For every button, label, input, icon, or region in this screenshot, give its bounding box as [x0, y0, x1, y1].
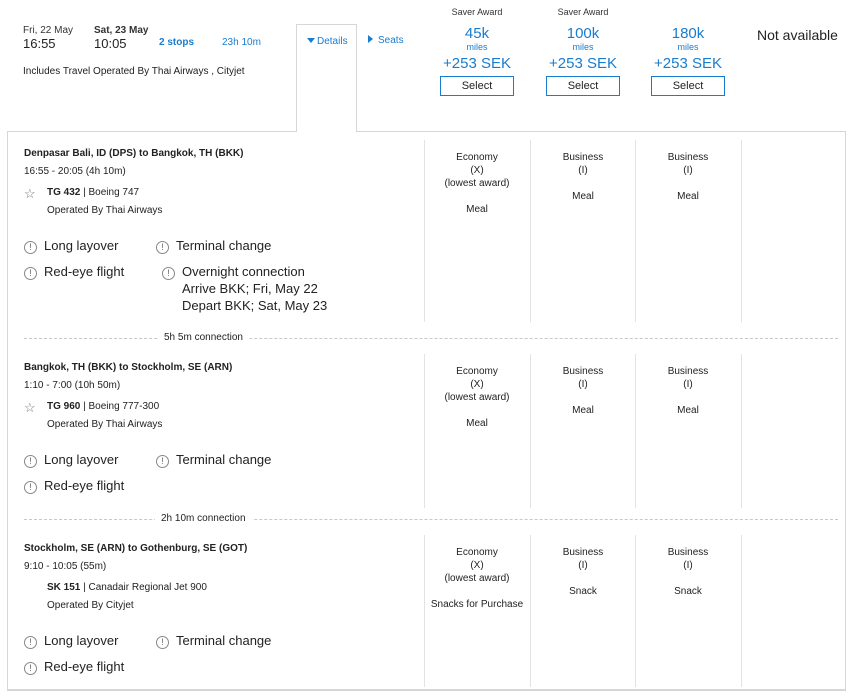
cabin-extra: (lowest award): [444, 178, 510, 189]
flight-details-panel: [7, 131, 846, 691]
cabin-meal: Meal: [572, 405, 594, 416]
depart-time: 16:55: [23, 36, 56, 51]
warning-circle-icon: !: [156, 241, 169, 254]
seats-label: Seats: [378, 35, 404, 46]
aircraft-type: | Boeing 747: [80, 187, 140, 198]
cabin-name: Business: [562, 152, 604, 163]
cabin-meal: Snack: [569, 586, 597, 597]
red-eye-warning: [24, 659, 124, 675]
fare-miles: 100k: [566, 25, 600, 42]
cabin-info: [533, 365, 633, 417]
cabin-info: [427, 151, 527, 216]
seats-link[interactable]: [368, 35, 404, 46]
warning-label: Red-eye flight: [44, 659, 125, 674]
column-divider: [741, 354, 742, 508]
cabin-code: (I): [578, 379, 588, 390]
cabin-meal: Meal: [466, 418, 488, 429]
overnight-arrive: Arrive BKK; Fri, May 22: [182, 281, 318, 296]
warning-label: Terminal change: [176, 633, 272, 648]
column-divider: [424, 535, 425, 687]
cabin-name: Economy: [456, 547, 498, 558]
warning-circle-icon: !: [24, 267, 37, 280]
cabin-code: (I): [578, 165, 588, 176]
dashed-line: [24, 519, 838, 520]
details-toggle[interactable]: [307, 36, 348, 47]
cabin-name: Economy: [456, 152, 498, 163]
cabin-info: [427, 365, 527, 430]
warning-circle-icon: !: [24, 481, 37, 494]
aircraft-type: | Canadair Regional Jet 900: [80, 582, 207, 593]
fare-miles: 180k: [671, 25, 705, 42]
cabin-info: [638, 365, 738, 417]
star-alliance-icon: ☆: [24, 400, 36, 415]
caret-down-icon: [307, 38, 315, 43]
cabin-name: Business: [562, 366, 604, 377]
segment-schedule: 1:10 - 7:00 (10h 50m): [24, 380, 121, 391]
warning-label: Long layover: [44, 633, 119, 648]
warning-label: Long layover: [44, 452, 119, 467]
long-layover-warning: [24, 452, 118, 468]
warning-label: Overnight connection: [182, 264, 305, 279]
column-divider: [741, 140, 742, 322]
select-button[interactable]: Select: [440, 76, 514, 96]
column-divider: [424, 354, 425, 508]
warning-circle-icon: !: [156, 636, 169, 649]
connection-divider: [24, 513, 838, 525]
red-eye-warning: [24, 478, 124, 494]
fare-miles-unit: miles: [466, 42, 488, 52]
cabin-meal: Snack: [674, 586, 702, 597]
cabin-code: (X): [470, 165, 484, 176]
cabin-meal: Meal: [677, 191, 699, 202]
column-divider: [530, 140, 531, 322]
fare-miles: 45k: [464, 25, 490, 42]
cabin-meal: Snacks for Purchase: [430, 599, 524, 610]
flight-number: SK 151: [47, 582, 81, 593]
star-alliance-icon: ☆: [24, 186, 36, 201]
column-divider: [635, 354, 636, 508]
long-layover-warning: [24, 633, 118, 649]
select-button[interactable]: Select: [546, 76, 620, 96]
segment-schedule: 9:10 - 10:05 (55m): [24, 561, 107, 572]
connection-time: 2h 10m connection: [155, 513, 252, 524]
overnight-depart: Depart BKK; Sat, May 23: [182, 298, 328, 313]
operated-note: Includes Travel Operated By Thai Airways , Cityjet: [23, 66, 245, 77]
warning-circle-icon: !: [24, 662, 37, 675]
warning-label: Red-eye flight: [44, 478, 125, 493]
flight-number: TG 960: [47, 401, 81, 412]
fare-label: [643, 6, 733, 20]
fare-column-1: [432, 6, 522, 96]
cabin-code: (I): [578, 560, 588, 571]
flight-info: [47, 401, 159, 412]
caret-right-icon: [368, 35, 373, 43]
cabin-info: [638, 151, 738, 203]
operated-by: Operated By Thai Airways: [47, 205, 163, 216]
cabin-meal: Meal: [466, 204, 488, 215]
fare-column-2: [538, 6, 628, 96]
fare-sek: +253 SEK: [654, 55, 722, 72]
warning-label: Long layover: [44, 238, 119, 253]
warning-circle-icon: !: [24, 636, 37, 649]
itinerary-summary: [0, 0, 854, 130]
warning-circle-icon: !: [162, 267, 175, 280]
terminal-change-warning: [156, 452, 271, 468]
warning-circle-icon: !: [24, 455, 37, 468]
arrive-time: 10:05: [94, 36, 127, 51]
cabin-name: Business: [667, 152, 709, 163]
details-tab[interactable]: [296, 24, 357, 132]
fare-miles-unit: miles: [677, 42, 699, 52]
cabin-name: Economy: [456, 366, 498, 377]
fare-column-3: [643, 6, 733, 96]
cabin-name: Business: [562, 547, 604, 558]
terminal-change-warning: [156, 238, 271, 254]
flight-info: [47, 187, 139, 198]
fare-sek: +253 SEK: [443, 55, 511, 72]
fare-sek: +253 SEK: [549, 55, 617, 72]
fare-miles-unit: miles: [572, 42, 594, 52]
warning-label: Terminal change: [176, 238, 272, 253]
operated-by: Operated By Thai Airways: [47, 419, 163, 430]
cabin-meal: Meal: [677, 405, 699, 416]
arrive-date: Sat, 23 May: [94, 25, 149, 36]
operated-by: Operated By Cityjet: [47, 600, 134, 611]
connection-divider: [24, 332, 838, 344]
column-divider: [424, 140, 425, 322]
cabin-info: [638, 546, 738, 598]
long-layover-warning: [24, 238, 118, 254]
cabin-info: [427, 546, 527, 611]
cabin-name: Business: [667, 366, 709, 377]
segment-schedule: 16:55 - 20:05 (4h 10m): [24, 166, 126, 177]
column-divider: [530, 354, 531, 508]
cabin-code: (I): [683, 560, 693, 571]
fare-label: Saver Award: [451, 7, 503, 17]
cabin-code: (X): [470, 379, 484, 390]
warning-label: Red-eye flight: [44, 264, 125, 279]
warning-label: Terminal change: [176, 452, 272, 467]
overnight-connection-warning: [162, 264, 327, 314]
aircraft-type: | Boeing 777-300: [80, 401, 160, 412]
red-eye-warning: [24, 264, 124, 280]
depart-date: Fri, 22 May: [23, 25, 74, 36]
fare-label: Saver Award: [557, 7, 609, 17]
cabin-extra: (lowest award): [444, 573, 510, 584]
column-divider: [741, 535, 742, 687]
segment-route: Stockholm, SE (ARN) to Gothenburg, SE (GOT): [24, 543, 248, 554]
terminal-change-warning: [156, 633, 271, 649]
cabin-code: (I): [683, 379, 693, 390]
column-divider: [635, 140, 636, 322]
segment-route: Denpasar Bali, ID (DPS) to Bangkok, TH (BKK): [24, 148, 244, 159]
cabin-meal: Meal: [572, 191, 594, 202]
warning-circle-icon: !: [24, 241, 37, 254]
dashed-line: [24, 338, 838, 339]
select-button[interactable]: Select: [651, 76, 725, 96]
column-divider: [530, 535, 531, 687]
column-divider: [635, 535, 636, 687]
cabin-name: Business: [667, 547, 709, 558]
cabin-info: [533, 546, 633, 598]
warning-circle-icon: !: [156, 455, 169, 468]
not-available-label: Not available: [757, 27, 838, 43]
cabin-info: [533, 151, 633, 203]
stops-link[interactable]: 2 stops: [159, 37, 195, 48]
cabin-code: (X): [470, 560, 484, 571]
trip-duration: 23h 10m: [222, 37, 261, 48]
flight-number: TG 432: [47, 187, 81, 198]
connection-time: 5h 5m connection: [158, 332, 249, 343]
details-label: Details: [317, 36, 348, 47]
segment-route: Bangkok, TH (BKK) to Stockholm, SE (ARN): [24, 362, 233, 373]
cabin-code: (I): [683, 165, 693, 176]
cabin-extra: (lowest award): [444, 392, 510, 403]
flight-info: [47, 582, 207, 593]
